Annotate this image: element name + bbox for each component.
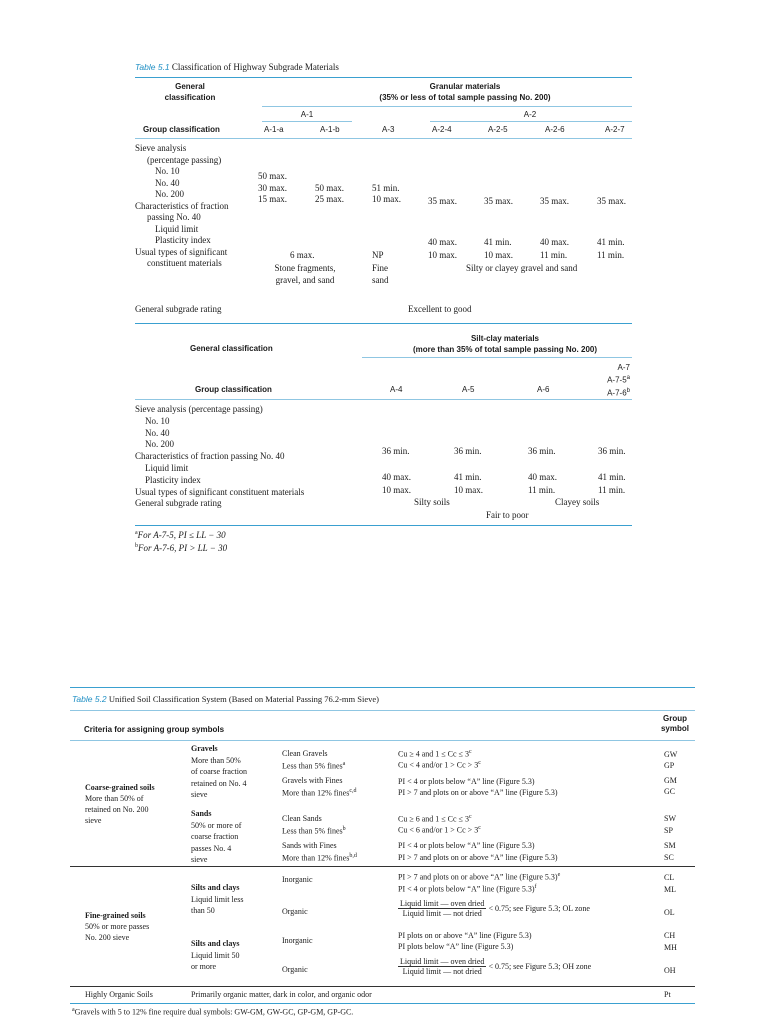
- group-a3: A-3: [382, 125, 395, 134]
- clean-gravels: Clean Gravels Less than 5% fines$^a$: [282, 749, 346, 771]
- inorganic-2: Inorganic: [282, 936, 313, 945]
- a6-no200: 36 min.: [528, 446, 556, 456]
- a5-no200: 36 min.: [454, 446, 482, 456]
- table-label: Table 5.1: [135, 62, 170, 72]
- a27-no200: 35 max.: [597, 196, 626, 206]
- a26-no200: 35 max.: [540, 196, 569, 206]
- a1a-no200: 15 max.: [258, 194, 287, 204]
- sieve-analysis-label: Sieve analysis (percentage passing) No. 10 No. 40 No. 200 Characteristics of fraction passing No. 40 Liquid limit Plasticity index Usual types of significant constituent materials: [135, 143, 229, 268]
- footnote-a: $^a$Gravels with 5 to 12% fine require dual symbols: GW-GM, GW-GC, GP-GM, GP-GC.: [72, 1007, 354, 1017]
- group-classification-label-2: Group classification: [195, 385, 272, 394]
- a2-usual: Silty or clayey gravel and sand: [466, 263, 578, 273]
- symbol-oh: OH: [664, 966, 676, 975]
- a3-usual: Fine sand: [372, 263, 389, 285]
- symbol-cl: CL: [664, 873, 675, 882]
- a25-pi: 10 max.: [484, 250, 513, 260]
- clean-sands: Clean Sands Less than 5% fines$^b$: [282, 814, 346, 836]
- a1a-no10: 50 max.: [258, 171, 287, 181]
- sands-with-fines: Sands with Fines More than 12% fines$^{b,d}$: [282, 841, 357, 863]
- coarse-grained-label: Coarse-grained soils More than 50% of retained on No. 200 sieve: [85, 783, 155, 825]
- silt-clay-header: Silt-clay materials (more than 35% of total sample passing No. 200): [412, 334, 598, 354]
- table-5-2-caption: [72, 694, 379, 704]
- a27-pi: 11 min.: [597, 250, 625, 260]
- group-a26: A-2-6: [545, 125, 565, 134]
- symbol-gw: GW: [664, 750, 678, 759]
- a26-ll: 40 max.: [540, 237, 569, 247]
- a4-pi: 10 max.: [382, 485, 411, 495]
- highly-organic-label: Highly Organic Soils: [85, 990, 153, 999]
- a4-no200: 36 min.: [382, 446, 410, 456]
- crit-cl: PI > 7 and plots on or above “A” line (Figure 5.3)$^e$: [398, 872, 561, 882]
- granular-header: Granular materials (35% or less of total sample passing No. 200): [379, 82, 551, 102]
- criteria-header: Criteria for assigning group symbols: [84, 725, 225, 734]
- crit-gm: PI < 4 or plots below “A” line (Figure 5.3): [398, 777, 535, 786]
- a7-ll: 41 min.: [598, 472, 626, 482]
- top-rule: [135, 77, 632, 78]
- symbol-ml: ML: [664, 885, 676, 894]
- a24-ll: 40 max.: [428, 237, 457, 247]
- group-a24: A-2-4: [432, 125, 452, 134]
- a3-no200: 10 max.: [372, 194, 401, 204]
- a2-header: A-2: [523, 110, 537, 119]
- a1a-no40: 30 max.: [258, 183, 287, 193]
- a6-pi: 11 min.: [528, 485, 556, 495]
- crit-gp: Cu < 4 and/or $1 > Cc > 3^c$: [398, 760, 481, 770]
- symbol-mh: MH: [664, 943, 677, 952]
- subgrade-rating-label: General subgrade rating: [135, 304, 222, 314]
- sands-label: Sands 50% or more of coarse fraction passes No. 4 sieve: [191, 809, 242, 864]
- a24-no200: 35 max.: [428, 196, 457, 206]
- fine-grained-label: Fine-grained soils 50% or more passes No. 200 sieve: [85, 911, 150, 942]
- organic-2: Organic: [282, 965, 308, 974]
- clayey-soils: Clayey soils: [555, 497, 600, 507]
- a4-ll: 40 max.: [382, 472, 411, 482]
- a25-no200: 35 max.: [484, 196, 513, 206]
- organic-1: Organic: [282, 907, 308, 916]
- symbol-sc: SC: [664, 853, 674, 862]
- crit-ol: Liquid limit — oven dried Liquid limit — not dried < 0.75; see Figure 5.3; OL zone: [400, 899, 590, 918]
- group-a27: A-2-7: [605, 125, 625, 134]
- a25-ll: 41 min.: [484, 237, 512, 247]
- crit-gw: Cu ≥ 4 and $1 \le Cc \le 3^c$: [398, 749, 472, 759]
- group-a6: A-6: [537, 385, 550, 394]
- group-a1a: A-1-a: [264, 125, 284, 134]
- fair-to-poor: Fair to poor: [486, 510, 529, 520]
- a7-header: A-7 A-7-5$^a$ A-7-6$^b$: [607, 363, 630, 398]
- a1-usual: Stone fragments, gravel, and sand: [274, 263, 336, 285]
- a3-pi: NP: [372, 250, 384, 260]
- a1-header: A-1: [300, 110, 314, 119]
- crit-sm: PI < 4 or plots below “A” line (Figure 5.3): [398, 841, 535, 850]
- group-a4: A-4: [390, 385, 403, 394]
- a3-no40: 51 min.: [372, 183, 400, 193]
- table-title: Classification of Highway Subgrade Materials: [171, 62, 339, 72]
- symbol-ch: CH: [664, 931, 676, 940]
- a24-pi: 10 max.: [428, 250, 457, 260]
- a7-no200: 36 min.: [598, 446, 626, 456]
- a7-pi: 11 min.: [598, 485, 626, 495]
- silt-clay-row-labels: Sieve analysis (percentage passing) No. 10 No. 40 No. 200 Characteristics of fraction passing No. 40 Liquid limit Plasticity index Usual types of significant constituent materials General subgrade rating: [135, 404, 305, 509]
- symbol-sw: SW: [664, 814, 676, 823]
- symbol-sp: SP: [664, 826, 673, 835]
- symbol-gp: GP: [664, 761, 675, 770]
- gravels-with-fines: Gravels with Fines More than 12% fines$^{c,d}$: [282, 776, 357, 798]
- symbol-sm: SM: [664, 841, 676, 850]
- table-label-2: Table 5.2: [72, 694, 107, 704]
- crit-ch: PI plots on or above “A” line (Figure 5.3): [398, 931, 532, 940]
- a1b-no200: 25 max.: [315, 194, 344, 204]
- table-title-2: Unified Soil Classification System (Based on Material Passing 76.2-mm Sieve): [108, 694, 380, 704]
- highly-organic-desc: Primarily organic matter, dark in color, and organic odor: [191, 990, 372, 999]
- a26-pi: 11 min.: [540, 250, 568, 260]
- gravels-label: Gravels More than 50% of coarse fraction retained on No. 4 sieve: [191, 744, 247, 799]
- silts-clays-less-50: Silts and clays Liquid limit less than 50: [191, 883, 244, 915]
- crit-gc: PI > 7 and plots on or above “A” line (Figure 5.3): [398, 788, 558, 797]
- silty-soils: Silty soils: [414, 497, 450, 507]
- inorganic-1: Inorganic: [282, 875, 313, 884]
- a1b-no40: 50 max.: [315, 183, 344, 193]
- a1-pi: 6 max.: [290, 250, 315, 260]
- subgrade-rating-value: Excellent to good: [408, 304, 472, 314]
- crit-mh: PI plots below “A” line (Figure 5.3): [398, 942, 514, 951]
- symbol-pt: Pt: [664, 990, 671, 999]
- a6-ll: 40 max.: [528, 472, 557, 482]
- group-a5: A-5: [462, 385, 475, 394]
- group-classification-label: Group classification: [143, 125, 220, 134]
- group-symbol-header: Group symbol: [660, 714, 689, 733]
- general-classification-2: General classification: [190, 344, 273, 353]
- group-a1b: A-1-b: [320, 125, 340, 134]
- crit-sc: PI > 7 and plots on or above “A” line (Figure 5.3): [398, 853, 558, 862]
- crit-sw: Cu ≥ 6 and $1 \le Cc \le 3^c$: [398, 814, 472, 824]
- general-classification-header: General classification: [164, 82, 216, 102]
- table-5-1-caption: [135, 62, 339, 72]
- crit-sp: Cu < 6 and/or $1 > Cc > 3^c$: [398, 825, 481, 835]
- a27-ll: 41 min.: [597, 237, 625, 247]
- symbol-gm: GM: [664, 776, 677, 785]
- silts-clays-50-more: Silts and clays Liquid limit 50 or more: [191, 939, 240, 971]
- note-a: $^a$For A-7-5, PI ≤ LL − 30: [135, 530, 226, 540]
- symbol-ol: OL: [664, 908, 675, 917]
- a5-pi: 10 max.: [454, 485, 483, 495]
- symbol-gc: GC: [664, 787, 676, 796]
- note-b: $^b$For A-7-6, PI > LL − 30: [135, 543, 228, 553]
- crit-oh: Liquid limit — oven dried Liquid limit — not dried < 0.75; see Figure 5.3; OH zone: [400, 957, 592, 976]
- group-a25: A-2-5: [488, 125, 508, 134]
- a5-ll: 41 min.: [454, 472, 482, 482]
- crit-ml: PI < 4 or plots below “A” line (Figure 5.3)$^f$: [398, 884, 537, 894]
